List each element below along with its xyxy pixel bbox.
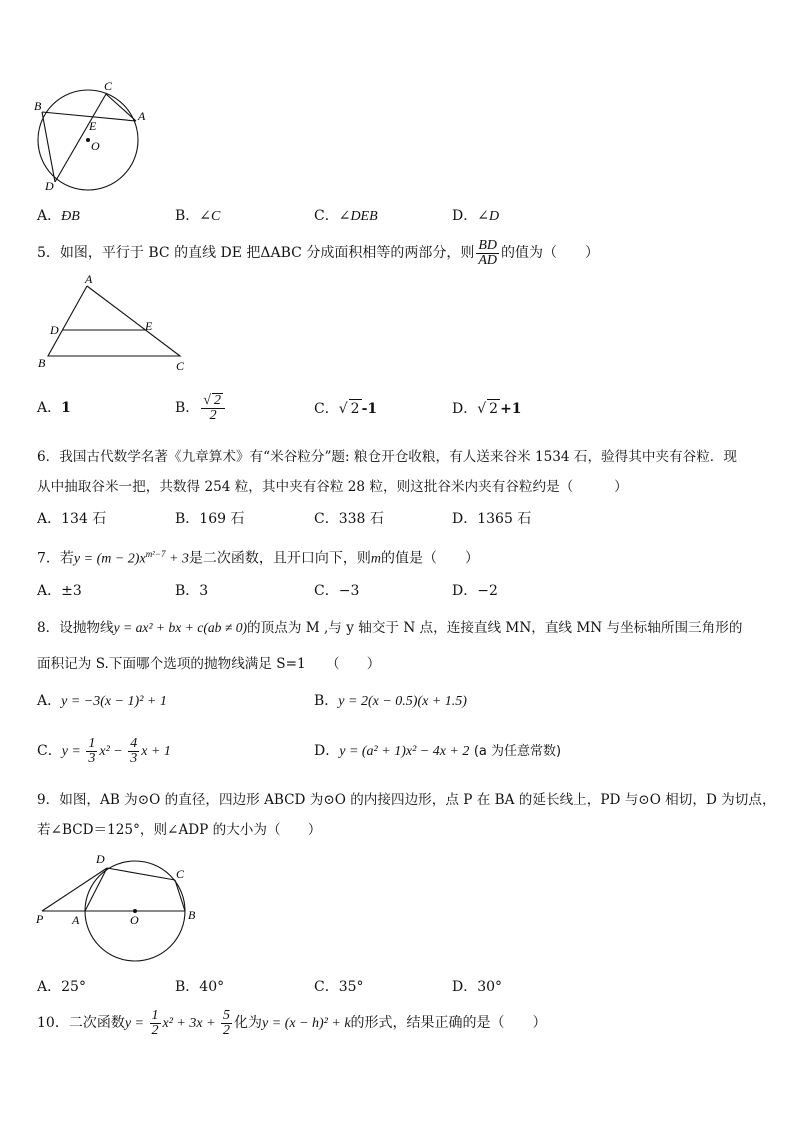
option-d: D．√ 2 +1 — [452, 401, 522, 417]
option-b: B． $\frac{√ 2}{2}$ — [175, 390, 227, 426]
option-b: B．3 — [175, 583, 209, 599]
q4-label-b: B — [34, 99, 42, 113]
option-b: B．40° — [175, 979, 225, 995]
q9-label-a: A — [72, 913, 80, 927]
option-a: A．y = −3(x − 1)² + 1 — [37, 693, 167, 709]
option-d: D．1365 石 — [452, 511, 532, 527]
q5-figure — [30, 272, 200, 376]
q5-label-b: B — [38, 356, 46, 370]
option-c: C．∠DEB — [314, 208, 378, 224]
q9-label-d: D — [96, 852, 105, 866]
q5-label-a: A — [85, 272, 93, 286]
option-b: B．∠C — [175, 208, 221, 224]
option-d: D．−2 — [452, 583, 498, 599]
option-a: A．134 石 — [37, 511, 107, 527]
q6-stem-line1: 6．我国古代数学名著《九章算术》有“米谷粒分”题: 粮仓开仓收粮，有人送来谷米 1534 石，验得其中夹有谷粒．现 — [37, 449, 737, 465]
option-c: C．35° — [314, 979, 364, 995]
q5-label-d: D — [50, 323, 59, 337]
option-a: A．1 — [37, 400, 71, 416]
option-a: A．25° — [37, 979, 86, 995]
q9-label-p: P — [36, 912, 44, 926]
q5-stem: 5．如图，平行于 BC 的直线 DE 把ΔABC 分成面积相等的两部分，则 $\frac{BD}{AD}$ 的值为（ ） — [37, 237, 600, 268]
q8-stem-line2: 面积记为 S.下面哪个选项的抛物线满足 S=1 （ ） — [37, 656, 381, 672]
q4-label-a: A — [138, 109, 146, 123]
q4-label-c: C — [104, 79, 113, 93]
q6-stem-line2: 从中抽取谷米一把，共数得 254 粒，其中夹有谷粒 28 粒，则这批谷米内夹有谷粒约是（ ） — [37, 479, 628, 495]
q10-stem: 10．二次函数y = $\frac{1}{2}$ x² + 3x + $\frac{5}{2}$ 化为y = (x − h)² + k的形式，结果正确的是（ ） — [37, 1007, 547, 1038]
option-c: C．−3 — [314, 583, 360, 599]
q4-label-d: D — [45, 179, 54, 193]
q9-stem-line2: 若∠BCD＝125°，则∠ADP 的大小为（ ） — [37, 822, 322, 838]
option-a: A．±3 — [37, 583, 82, 599]
q8-stem-line1: 8．设抛物线y = ax² + bx + c(ab ≠ 0)的顶点为 M ,与 y 轴交于 N 点，连接直线 MN，直线 MN 与坐标轴所围三角形的 — [37, 620, 743, 636]
q7-stem: 7．若$y = (m - 2)x^{m^2-7} + 3$是二次函数，且开口向下，则m的值是（ ） — [37, 549, 480, 567]
q4-label-o: O — [91, 139, 100, 153]
q9-stem-line1: 9．如图，AB 为⊙O 的直径，四边形 ABCD 为⊙O 的内接四边形，点 P 在 BA 的延长线上，PD 与⊙O 相切，D 为切点， — [37, 792, 776, 808]
q9-figure — [30, 848, 215, 966]
option-c: C．√ 2 -1 — [314, 401, 378, 417]
option-d: D．∠D — [452, 208, 500, 224]
q5-label-c: C — [176, 359, 185, 373]
option-d: D．y = (a² + 1)x² − 4x + 2 (a 为任意常数) — [314, 743, 562, 759]
q9-label-b: B — [188, 908, 196, 922]
option-d: D．30° — [452, 979, 503, 995]
option-a: A．ÐB — [37, 208, 80, 224]
q4-figure — [30, 78, 160, 193]
option-c: C．338 石 — [314, 511, 384, 527]
q9-label-o: O — [130, 913, 139, 927]
q9-label-c: C — [176, 867, 185, 881]
option-c: C．y = $\frac{1}{3}$ x² − $\frac{4}{3}$ x + 1 — [37, 735, 171, 766]
q4-label-e: E — [89, 119, 97, 133]
q5-label-e: E — [145, 319, 153, 333]
option-b: B．169 石 — [175, 511, 245, 527]
option-b: B．y = 2(x − 0.5)(x + 1.5) — [314, 693, 467, 709]
